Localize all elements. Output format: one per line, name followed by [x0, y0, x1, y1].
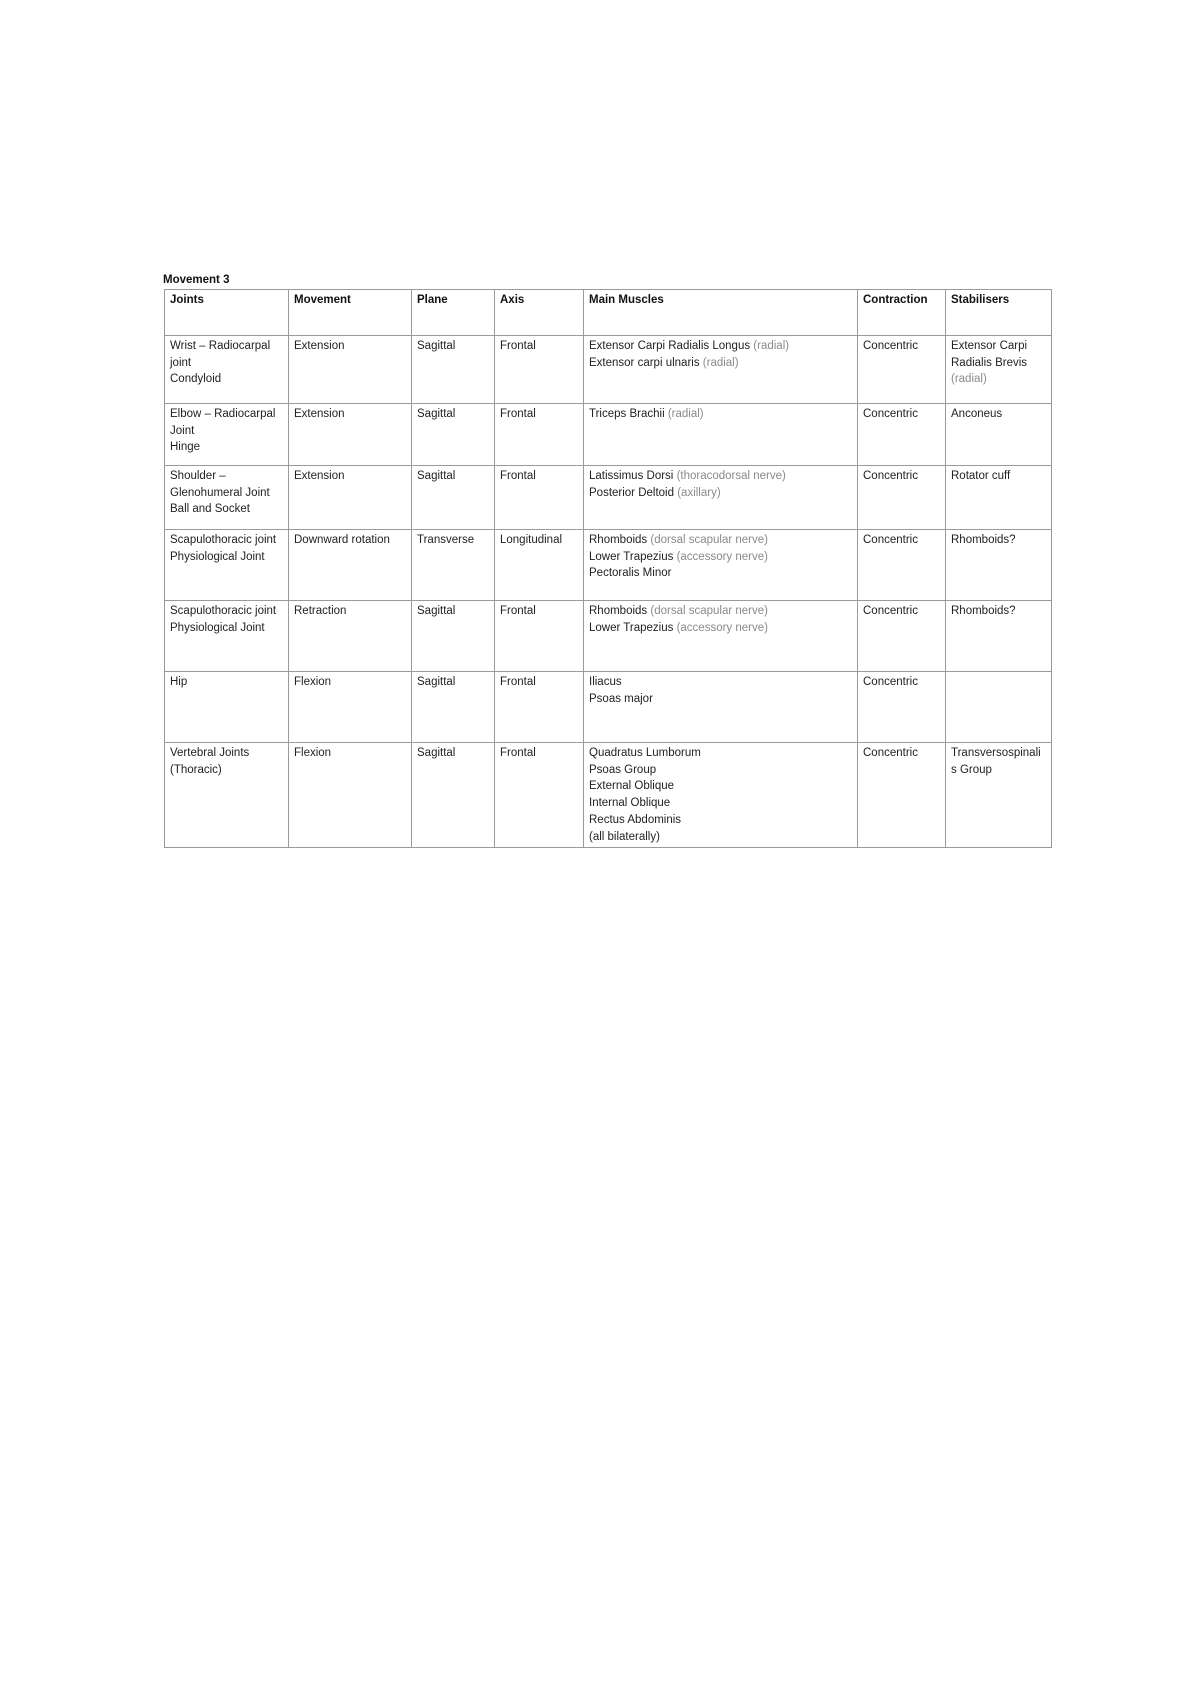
joint-name: Scapulothoracic joint	[170, 605, 277, 617]
joint-name: Hip	[170, 676, 188, 688]
table-row	[165, 530, 1052, 601]
axis-cell: Frontal	[495, 672, 584, 743]
movement-table	[164, 289, 1052, 848]
muscle-entry	[589, 745, 852, 762]
muscle-entry	[589, 355, 852, 372]
joint-name: Elbow – Radiocarpal Joint	[170, 408, 276, 437]
joint-type: Hinge	[170, 441, 201, 454]
table-row	[165, 336, 1052, 404]
header-axis: Axis	[495, 290, 584, 336]
muscle-entry	[589, 812, 852, 829]
muscle-name: Posterior Deltoid	[589, 486, 675, 499]
muscle-entry	[589, 778, 852, 795]
contraction-cell: Concentric	[858, 404, 946, 466]
main-muscles-cell	[584, 672, 858, 743]
muscle-entry	[589, 406, 852, 423]
stabiliser-name: Rhomboids?	[951, 534, 1016, 546]
muscle-name: Rhomboids	[589, 605, 648, 617]
joints-cell	[165, 530, 289, 601]
header-plane: Plane	[412, 290, 495, 336]
movement-cell: Downward rotation	[289, 530, 412, 601]
nerve-name: (radial)	[753, 340, 790, 352]
muscle-name: Extensor Carpi Radialis Longus	[589, 340, 751, 352]
table-row	[165, 404, 1052, 466]
stabiliser-name: Rhomboids?	[951, 605, 1016, 617]
header-movement: Movement	[289, 290, 412, 336]
stabilisers-cell	[946, 466, 1052, 530]
muscle-entry	[589, 532, 852, 549]
contraction-cell: Concentric	[858, 466, 946, 530]
muscle-entry	[589, 485, 852, 502]
axis-cell: Frontal	[495, 336, 584, 404]
muscle-name: Psoas Group	[589, 763, 657, 776]
muscle-entry	[589, 762, 852, 779]
header-stabilisers: Stabilisers	[946, 290, 1052, 336]
movement-cell: Flexion	[289, 743, 412, 848]
joints-cell	[165, 466, 289, 530]
nerve-name: (thoracodorsal nerve)	[676, 470, 786, 482]
muscle-name: Internal Oblique	[589, 797, 671, 810]
stabiliser-name: Rotator cuff	[951, 470, 1011, 482]
contraction-cell: Concentric	[858, 743, 946, 848]
joint-type: Condyloid	[170, 373, 222, 386]
header-contraction: Contraction	[858, 290, 946, 336]
muscle-name: Rectus Abdominis	[589, 813, 682, 826]
plane-cell: Transverse	[412, 530, 495, 601]
muscle-name: Psoas major	[589, 692, 653, 705]
muscle-name: External Oblique	[589, 780, 675, 793]
plane-cell: Sagittal	[412, 743, 495, 848]
contraction-cell: Concentric	[858, 601, 946, 672]
muscle-entry	[589, 338, 852, 355]
muscle-name: Pectoralis Minor	[589, 567, 672, 580]
muscle-entry	[589, 603, 852, 620]
joint-type: Ball and Socket	[170, 503, 250, 516]
table-row	[165, 743, 1052, 848]
joints-cell	[165, 743, 289, 848]
main-muscles-cell	[584, 466, 858, 530]
movement-cell: Extension	[289, 404, 412, 466]
movement-cell: Flexion	[289, 672, 412, 743]
muscle-entry	[589, 829, 852, 846]
contraction-cell: Concentric	[858, 530, 946, 601]
nerve-name: (dorsal scapular nerve)	[650, 605, 768, 617]
stabilisers-cell	[946, 404, 1052, 466]
table-row	[165, 466, 1052, 530]
muscle-name: Lower Trapezius	[589, 550, 674, 563]
nerve-name: (accessory nerve)	[676, 550, 768, 563]
joint-name: Shoulder – Glenohumeral Joint	[170, 470, 270, 499]
muscle-entry	[589, 691, 852, 708]
stabilisers-cell	[946, 336, 1052, 404]
muscle-name: (all bilaterally)	[589, 830, 660, 843]
joint-name: Vertebral Joints (Thoracic)	[170, 747, 250, 776]
axis-cell: Frontal	[495, 601, 584, 672]
muscle-name: Extensor carpi ulnaris	[589, 356, 700, 369]
stabilisers-cell	[946, 672, 1052, 743]
nerve-name: (radial)	[702, 356, 739, 369]
header-main-muscles: Main Muscles	[584, 290, 858, 336]
joint-name: Wrist – Radiocarpal joint	[170, 340, 271, 369]
joints-cell	[165, 404, 289, 466]
muscle-name: Triceps Brachii	[589, 408, 665, 420]
main-muscles-cell	[584, 530, 858, 601]
muscle-entry	[589, 565, 852, 582]
axis-cell: Frontal	[495, 404, 584, 466]
plane-cell: Sagittal	[412, 601, 495, 672]
stabilisers-cell	[946, 601, 1052, 672]
axis-cell: Frontal	[495, 466, 584, 530]
stabiliser-name: Transversospinalis Group	[951, 747, 1041, 776]
table-row	[165, 601, 1052, 672]
muscle-entry	[589, 620, 852, 637]
nerve-name: (axillary)	[677, 486, 721, 499]
stabiliser-name: Anconeus	[951, 408, 1003, 420]
contraction-cell: Concentric	[858, 672, 946, 743]
muscle-name: Quadratus Lumborum	[589, 747, 701, 759]
stabilisers-cell	[946, 743, 1052, 848]
joint-name: Scapulothoracic joint	[170, 534, 277, 546]
joint-type: Physiological Joint	[170, 621, 265, 634]
main-muscles-cell	[584, 601, 858, 672]
header-joints: Joints	[165, 290, 289, 336]
muscle-entry	[589, 468, 852, 485]
main-muscles-cell	[584, 404, 858, 466]
muscle-name: Lower Trapezius	[589, 621, 674, 634]
table-row	[165, 672, 1052, 743]
joints-cell	[165, 601, 289, 672]
table-header-row	[165, 290, 1052, 336]
stabilisers-cell	[946, 530, 1052, 601]
nerve-name: (dorsal scapular nerve)	[650, 534, 768, 546]
muscle-name: Iliacus	[589, 676, 622, 688]
muscle-entry	[589, 795, 852, 812]
main-muscles-cell	[584, 336, 858, 404]
axis-cell: Longitudinal	[495, 530, 584, 601]
plane-cell: Sagittal	[412, 466, 495, 530]
nerve-name: (accessory nerve)	[676, 621, 768, 634]
muscle-entry	[589, 549, 852, 566]
muscle-name: Rhomboids	[589, 534, 648, 546]
plane-cell: Sagittal	[412, 672, 495, 743]
axis-cell: Frontal	[495, 743, 584, 848]
joint-type: Physiological Joint	[170, 550, 265, 563]
plane-cell: Sagittal	[412, 336, 495, 404]
main-muscles-cell	[584, 743, 858, 848]
contraction-cell: Concentric	[858, 336, 946, 404]
plane-cell: Sagittal	[412, 404, 495, 466]
nerve-name: (radial)	[667, 408, 704, 420]
joints-cell	[165, 672, 289, 743]
document-title: Movement 3	[163, 274, 230, 286]
stabiliser-nerve: (radial)	[951, 373, 987, 386]
muscle-name: Latissimus Dorsi	[589, 470, 674, 482]
movement-cell: Extension	[289, 466, 412, 530]
muscle-entry	[589, 674, 852, 691]
stabiliser-name: Extensor Carpi Radialis Brevis	[951, 340, 1028, 369]
movement-cell: Extension	[289, 336, 412, 404]
joints-cell	[165, 336, 289, 404]
movement-cell: Retraction	[289, 601, 412, 672]
